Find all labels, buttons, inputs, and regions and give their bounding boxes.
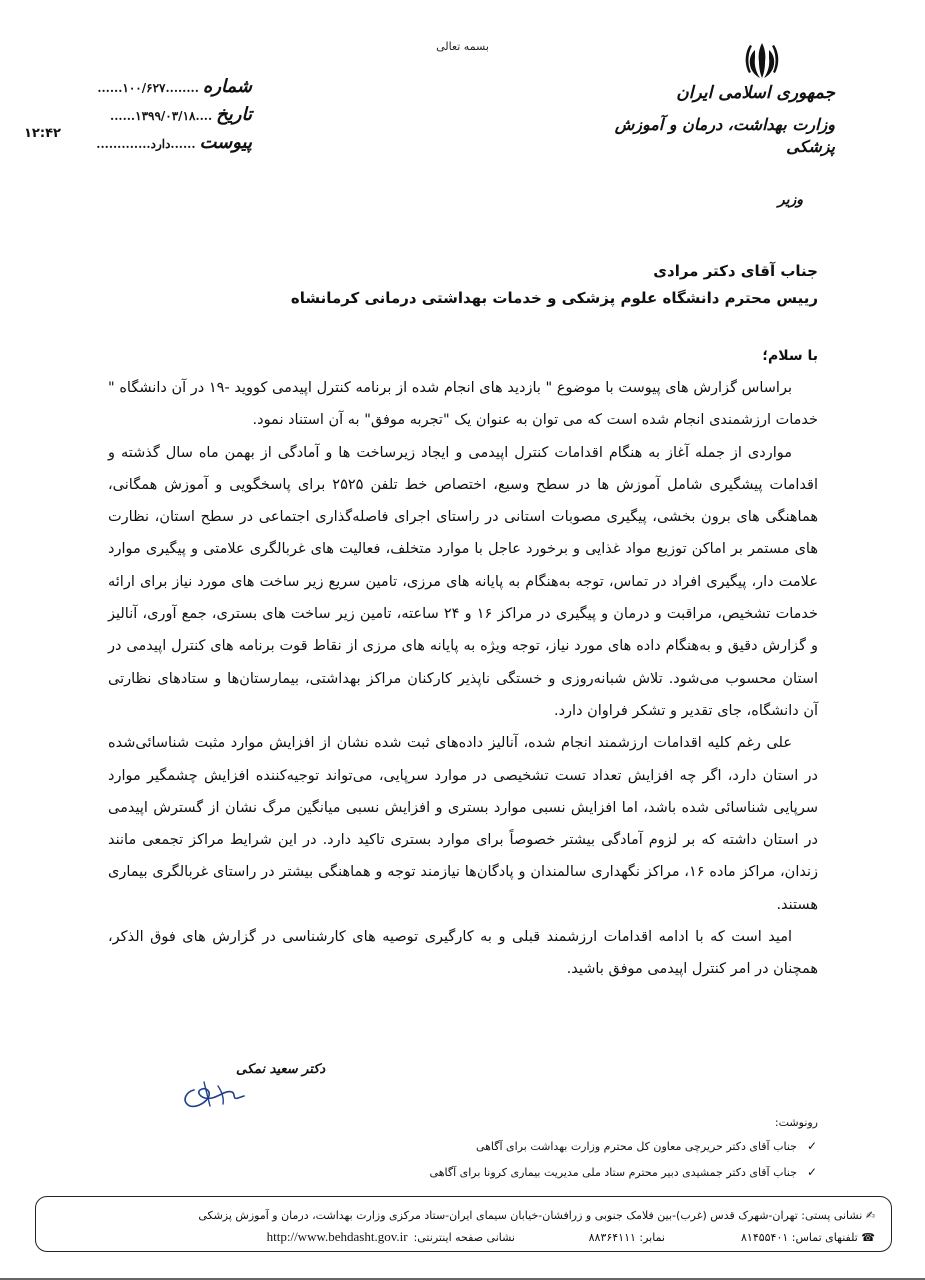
phone-icon: ☎ [861, 1230, 875, 1244]
paragraph-1: براساس گزارش های پیوست با موضوع " بازدید های انجام شده از برنامه کنترل اپیدمی کووید -۱۹ در آن دانشگاه " خدمات ارزشمندی انجام شده است که می توان به عنوان یک "تجربه موفق" به آن استناد نمود. [108, 380, 818, 429]
cc-item [297, 1159, 817, 1185]
iran-emblem-icon [742, 40, 782, 82]
postal-address-text: نشانی پستی: تهران-شهرک قدس (غرب)-بین فلامک جنوبی و زرافشان-خیابان سیمای ایران-ستاد مرکزی وزارت بهداشت، درمان و آموزش پزشکی [198, 1209, 863, 1222]
letter-body [108, 372, 818, 986]
republic-name: جمهوری اسلامی ایران [676, 83, 835, 103]
minister-title: وزیر [777, 192, 803, 208]
attachment-value: ......دارد............. [96, 137, 196, 151]
website-label: نشانی صفحه اینترنتی: [413, 1230, 515, 1244]
date-label: تاریخ [216, 104, 252, 125]
attachment-row [92, 132, 252, 160]
postal-address [55, 1209, 875, 1222]
salutation: با سلام؛ [762, 348, 818, 364]
check-icon: ✓ [806, 1165, 817, 1179]
number-value: ........۱۰۰/۶۲۷...... [97, 81, 199, 95]
paragraph-4: امید است که با ادامه اقدامات ارزشمند قبلی و به کارگیری توصیه های کارشناسی در گزارش های فوق الذکر، همچنان در امر کنترل اپیدمی موفق باشید. [108, 929, 818, 978]
bismillah-heading: بسمه تعالی [436, 40, 489, 53]
cc-item-text: جناب آقای دکتر حریرچی معاون کل محترم وزارت بهداشت برای آگاهی [475, 1139, 797, 1153]
check-icon: ✓ [806, 1139, 817, 1153]
paragraph-2: مواردی از جمله آغاز به هنگام اقدامات کنترل اپیدمی و ایجاد زیرساخت ها و آمادگی از بهمن ماه سال گذشته و اقدامات پیشگیری شامل آموزش ها در سطح وسیع، اختصاص خط تلفن ۲۵۲۵ برای پاسخگویی و آموزش همگانی، هماهنگی های برون بخشی، پیگیری مصوبات استانی در راستای اجرای فاصله‌گذاری اجتماعی در سطح استان، نظارت های مستمر بر اماکن توزیع مواد غذایی و برخورد عاجل با موارد متخلف، فعالیت های غربالگری علامتی و پیگیری موارد علامت دار، پیگیری افراد در تماس، توجه به‌هنگام به پایانه های مرزی، تامین سریع زیر ساخت های مورد نیاز برای ارائه خدمات تشخیص، مراقبت و درمان و پیگیری در مراکز ۱۶ و ۲۴ ساعته، تامین زیر ساخت های بستری، جمع آوری، آنالیز و گزارش دقیق و به‌هنگام داده های مورد نیاز، توجه ویژه به پایانه های مرزی از نقاط قوت برنامه های کنترل اپیدمی در استان محسوب می‌شود. تلاش شبانه‌روزی و خستگی ناپذیر کارکنان مراکز بهداشتی، بیمارستان‌ها و ستادهای نظارتی آن دانشگاه، جای تقدیر و تشکر فراوان دارد. [108, 444, 818, 719]
cc-list [297, 1133, 817, 1185]
date-row [92, 104, 252, 132]
paragraph-3: علی رغم کلیه اقدامات ارزشمند انجام شده، آنالیز داده‌های ثبت شده نشان از افزایش موارد مثبت شناسائی‌شده در استان دارد، اگر چه افزایش تعداد تست تشخیصی در موارد سرپایی، می‌تواند توجیه‌کننده افزایش چشمگیر موارد سرپایی شناسائی شده باشد، اما افزایش نسبی موارد بستری و افزایش نسبی میانگین مرگ نشان از گسترش اپیدمی در استان داشته که بر لزوم آمادگی بیشتر خصوصاً برای موارد بستری تاکید دارد. در این شرایط مراکز تجمعی مانند زندان، مراکز ماده ۱۶، مراکز نگهداری سالمندان و پادگان‌ها نیازمند توجه و هماهنگی بیشتر در راستای غربالگری بیماری هستند. [108, 735, 818, 913]
fax-number: نمابر: ۸۸۳۶۴۱۱۱ [588, 1230, 665, 1244]
number-label: شماره [202, 76, 252, 97]
cc-label: رونوشت: [774, 1116, 818, 1129]
date-value: ....۱۳۹۹/۰۳/۱۸...... [110, 109, 213, 123]
addressee-name: جناب آقای دکتر مرادی [653, 262, 818, 280]
phone-block [705, 1231, 875, 1244]
phone-numbers: تلفنهای تماس: ۸۱۴۵۵۴۰۱ [741, 1230, 858, 1244]
website-link[interactable]: http://www.behdasht.gov.ir [266, 1229, 408, 1244]
pen-icon: ✍ [865, 1209, 875, 1222]
ministry-letterhead [595, 82, 835, 158]
cc-item-text: جناب آقای دکتر جمشیدی دبیر محترم ستاد ملی مدیریت بیماری کرونا برای آگاهی [429, 1165, 797, 1179]
footer-contact-box [35, 1196, 892, 1252]
signer-name: دکتر سعید نمکی [236, 1062, 326, 1077]
cc-item [297, 1133, 817, 1159]
handwritten-signature [178, 1068, 248, 1112]
ministry-name: وزارت بهداشت، درمان و آموزش پزشکی [614, 115, 835, 156]
number-row [92, 76, 252, 104]
time-stamp: ۱۲:۴۲ [24, 126, 61, 141]
footer-contact-line [36, 1229, 875, 1245]
letter-metadata [92, 76, 252, 160]
addressee-block [98, 258, 818, 312]
attachment-label: پیوست [199, 132, 252, 153]
addressee-position: رییس محترم دانشگاه علوم پزشکی و خدمات بهداشتی درمانی کرمانشاه [290, 289, 818, 307]
